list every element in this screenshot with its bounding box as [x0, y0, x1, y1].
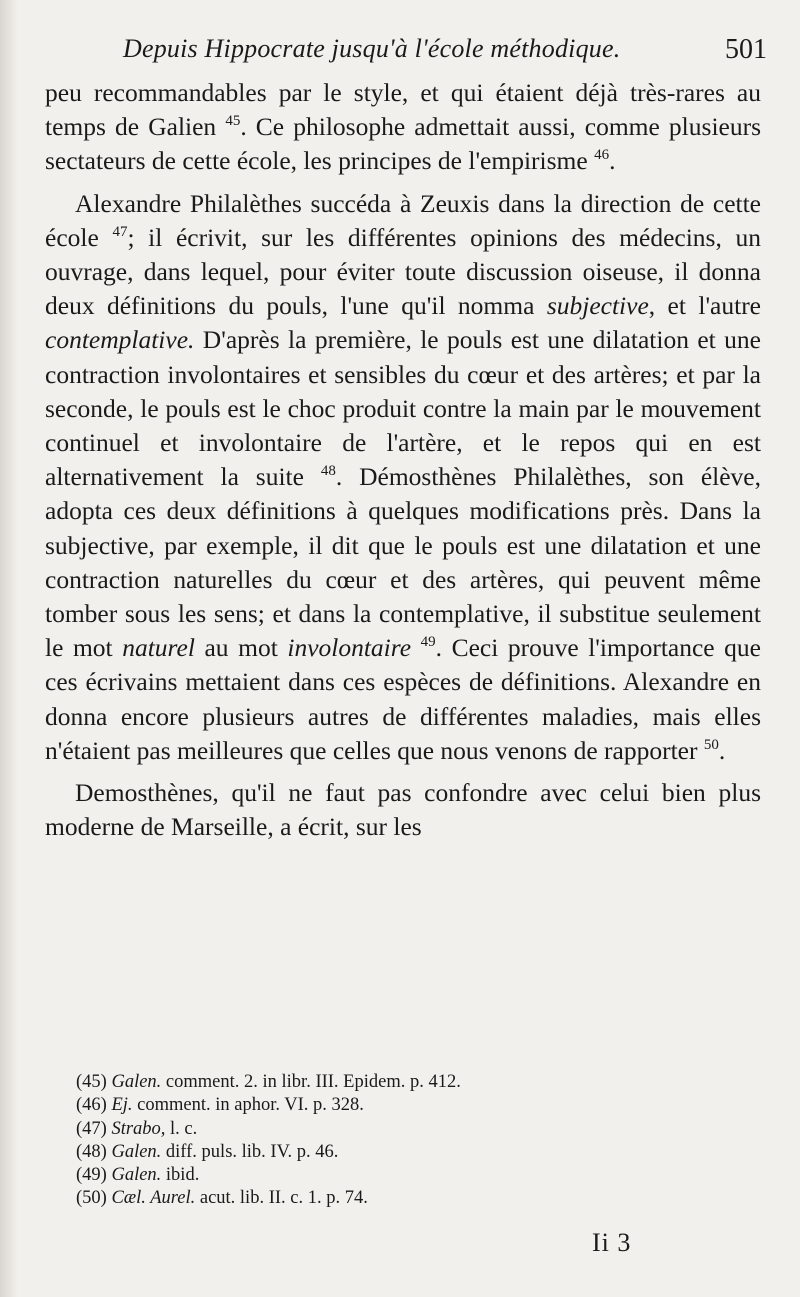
text-run: Demosthènes, qu'il ne faut pas confondre avec celui bien plus moderne de Marseille, a écrit, sur les — [45, 778, 761, 842]
footnote-reference: 46 — [594, 147, 610, 164]
text-run: ; il écrivit, sur les différentes opinions des médecins, un ouvrage, dans lequel, pour éviter toute discussion oiseuse, il donna deux définitions du pouls, l'une qu'il nomma — [45, 222, 761, 321]
running-head-title: Depuis Hippocrate jusqu'à l'école méthodique. — [123, 34, 621, 63]
italic-term: subjective — [546, 291, 649, 321]
footnotes — [76, 1071, 676, 1211]
footnote-citation: ibid. — [161, 1165, 200, 1186]
footnote — [76, 1164, 676, 1187]
paragraph — [45, 776, 761, 844]
paragraph — [45, 187, 761, 768]
footnote-citation: diff. puls. lib. IV. p. 46. — [161, 1141, 339, 1162]
footnote-number: (50) — [76, 1188, 112, 1209]
footnote-number: (45) — [76, 1072, 112, 1092]
text-run — [411, 633, 421, 662]
footnote-citation: comment. 2. in libr. III. Epidem. p. 412. — [161, 1072, 461, 1092]
scan-gutter-shadow — [0, 0, 18, 1297]
footnote — [76, 1187, 676, 1210]
footnote — [76, 1094, 676, 1117]
footnote-reference: 45 — [225, 113, 241, 130]
italic-term: naturel — [122, 633, 195, 663]
footnote-reference: 48 — [320, 463, 336, 480]
text-run: . Ceci prouve l'importance que ces écrivains mettaient dans ces espèces de définitions. Alexandre en donna encore plusieurs autres de différentes maladies, mais elles n'étaient pas meilleures que celles que nous venons de rapporter — [45, 633, 761, 765]
footnote — [76, 1141, 676, 1164]
text-run: . Ce philosophe admettait aussi, comme plusieurs sectateurs de cette école, les principes de l'empirisme — [45, 112, 762, 176]
footnote — [76, 1118, 676, 1141]
body-text — [45, 76, 761, 844]
text-run: . Démosthènes Philalèthes, son élève, adopta ces deux définitions à quelques modifications près. Dans la subjective, par exemple, il dit que le pouls est une dilatation et une contraction naturelles du cœur et des artères, qui peuvent même tomber sous les sens; et dans la contemplative, il substitue seulement le mot — [45, 462, 762, 663]
footnote-author: Cæl. Aurel. — [111, 1188, 196, 1209]
footnote — [76, 1071, 676, 1094]
footnote-reference: 49 — [420, 634, 436, 651]
footnote-number: (46) — [76, 1095, 112, 1116]
footnote-author: Galen. — [111, 1165, 162, 1186]
text-run: Alexandre Philalèthes succéda à Zeuxis dans la direction de cette école — [45, 188, 761, 252]
page-number: 501 — [725, 34, 767, 65]
footnote-author: Galen. — [111, 1072, 162, 1092]
text-run: . — [718, 735, 726, 765]
footnote-number: (49) — [76, 1165, 112, 1186]
footnote-number: (48) — [76, 1141, 112, 1162]
italic-term: contemplative. — [45, 325, 195, 355]
text-run: , et l'autre — [648, 291, 761, 321]
footnote-citation: acut. lib. II. c. 1. p. 74. — [195, 1188, 368, 1209]
footnote-author: Ej. — [111, 1095, 133, 1116]
italic-term: involontaire — [287, 633, 412, 663]
footnote-reference: 47 — [112, 223, 128, 240]
paragraph — [45, 76, 761, 179]
footnote-citation: l. c. — [165, 1118, 198, 1139]
footnote-author: Strabo, — [111, 1118, 166, 1139]
signature-mark: Ii 3 — [592, 1228, 632, 1257]
footnote-citation: comment. in aphor. VI. p. 328. — [132, 1095, 364, 1116]
footnote-author: Galen. — [111, 1141, 162, 1162]
text-run: au mot — [194, 633, 288, 663]
text-run: D'après la première, le pouls est une dilatation et une contraction involontaires et sensibles du cœur et des artères; et par la seconde, le pouls est le choc produit contre la main par le mouvement continuel et involontaire de l'artère, et le repos qui en est alternativement la suite — [45, 325, 761, 492]
footnote-number: (47) — [76, 1118, 112, 1139]
text-run: peu recommandables par le style, et qui étaient déjà très-rares au temps de Galien — [45, 78, 761, 142]
text-run: . — [609, 146, 616, 176]
footnote-reference: 50 — [703, 736, 719, 753]
